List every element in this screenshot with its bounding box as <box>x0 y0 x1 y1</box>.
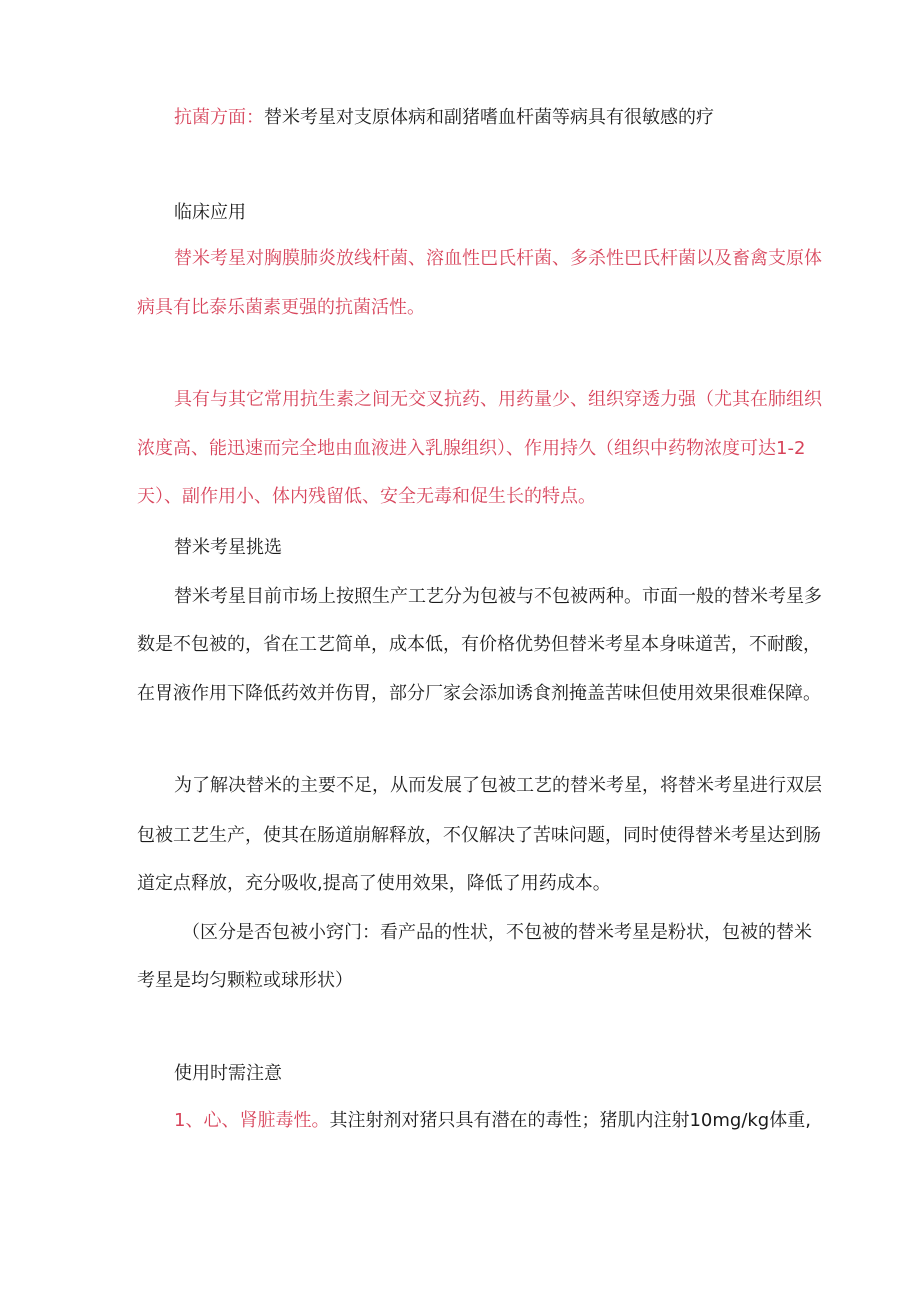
selection-p1-line-2: 数是不包被的，省在工艺简单，成本低，有价格优势但替米考星本身味道苦，不耐酸， <box>137 634 821 655</box>
notes-item-1 <box>174 1109 811 1133</box>
clinical-p2-line-1: 具有与其它常用抗生素之间无交叉抗药、用药量少、组织穿透力强（尤其在肺组织 <box>174 389 822 410</box>
selection-p1-line-3: 在胃液作用下降低药效并伤胃，部分厂家会添加诱食剂掩盖苦味但使用效果很难保障。 <box>137 683 821 704</box>
selection-p3-line-2: 考星是均匀颗粒或球形状） <box>137 970 353 991</box>
clinical-p1-line-2: 病具有比泰乐菌素更强的抗菌活性。 <box>137 297 425 318</box>
clinical-heading: 临床应用 <box>174 202 246 223</box>
selection-p2-line-2: 包被工艺生产，使其在肠道崩解释放，不仅解决了苦味问题，同时使得替米考星达到肠 <box>137 825 821 846</box>
selection-p3-line-1: （区分是否包被小窍门：看产品的性状，不包被的替米考星是粉状，包被的替米 <box>182 922 812 943</box>
selection-p2-line-3: 道定点释放，充分吸收,提高了使用效果，降低了用药成本。 <box>137 873 611 894</box>
antibacterial-line <box>174 106 714 130</box>
clinical-p2-line-3: 天）、副作用小、体内残留低、安全无毒和促生长的特点。 <box>137 486 596 507</box>
clinical-p1-line-1: 替米考星对胸膜肺炎放线杆菌、溶血性巴氏杆菌、多杀性巴氏杆菌以及畜禽支原体 <box>174 248 822 269</box>
antibacterial-label: 抗菌方面： <box>174 107 264 128</box>
selection-p1-line-1: 替米考星目前市场上按照生产工艺分为包被与不包被两种。市面一般的替米考星多 <box>174 586 822 607</box>
notes-heading: 使用时需注意 <box>174 1063 282 1084</box>
selection-heading: 替米考星挑选 <box>174 537 282 558</box>
notes-item-1-label: 1、心、肾脏毒性。 <box>174 1110 330 1131</box>
antibacterial-text: 替米考星对支原体病和副猪嗜血杆菌等病具有很敏感的疗 <box>264 107 714 128</box>
selection-p2-line-1: 为了解决替米的主要不足，从而发展了包被工艺的替米考星，将替米考星进行双层 <box>174 775 822 796</box>
notes-item-1-text: 其注射剂对猪只具有潜在的毒性；猪肌内注射10mg/kg体重, <box>329 1110 811 1131</box>
clinical-p2-line-2: 浓度高、能迅速而完全地由血液进入乳腺组织）、作用持久（组织中药物浓度可达1-2 <box>137 438 806 459</box>
